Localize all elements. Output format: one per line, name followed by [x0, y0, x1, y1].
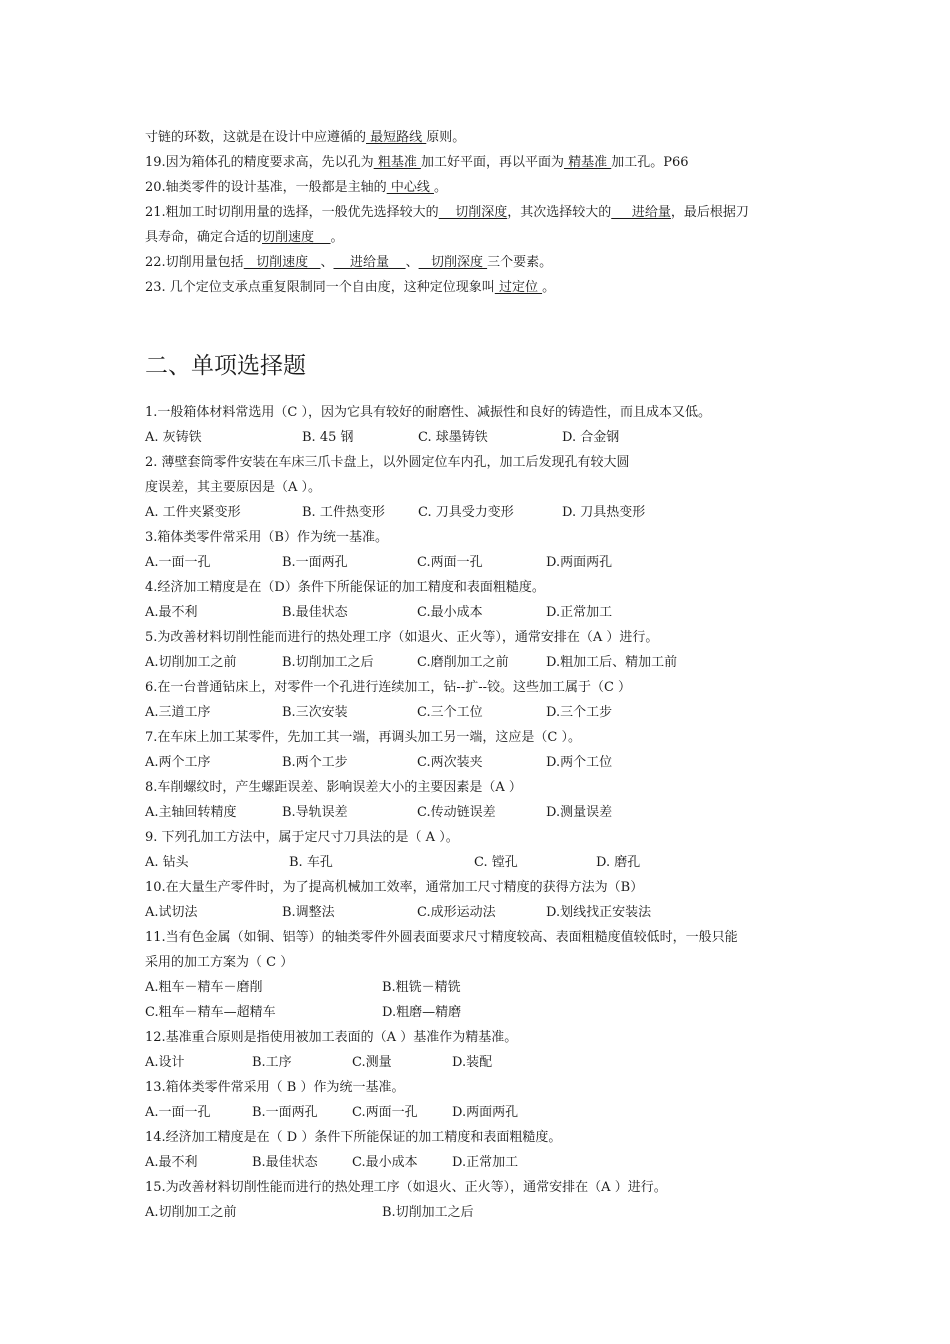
option-a: A.三道工序: [145, 705, 211, 720]
line-text: 23. 几个定位支承点重复限制同一个自由度，这种定位现象叫: [145, 280, 495, 295]
line-text: 加工好平面，再以平面为: [420, 155, 564, 170]
answer-blank: 过定位: [494, 280, 543, 295]
option-d: D.正常加工: [452, 1155, 519, 1170]
option-c: C.三个工位: [417, 705, 483, 720]
fill-line: [145, 179, 447, 197]
options-row: [0, 1154, 800, 1172]
answer-blank: 切削速度: [262, 230, 331, 245]
option-a: A.切削加工之前: [145, 1205, 237, 1220]
options-row: [0, 1054, 800, 1072]
answer-blank: 粗基准: [373, 155, 421, 170]
option-c: C.最小成本: [417, 605, 483, 620]
question-stem: 8.车削螺纹时，产生螺距误差、影响误差大小的主要因素是（A ）: [145, 780, 522, 795]
option-b: B. 车孔: [289, 855, 333, 870]
option-b: B.最佳状态: [282, 605, 348, 620]
options-row: [0, 804, 800, 822]
option-a: A.主轴回转精度: [145, 805, 237, 820]
line-text: 。: [542, 280, 556, 295]
question-stem: 1.一般箱体材料常选用（C ），因为它具有较好的耐磨性、减振性和良好的铸造性，而且成本又低。: [145, 405, 711, 420]
question-stem: 7.在车床上加工某零件，先加工其一端，再调头加工另一端，这应是（C ）。: [145, 730, 581, 745]
line-text: 22.切削用量包括: [145, 255, 244, 270]
fill-line: [145, 204, 749, 222]
option-d: D. 合金钢: [562, 430, 620, 445]
options-row: [0, 1004, 800, 1022]
question-stem: 度误差，其主要原因是（A ）。: [145, 480, 322, 495]
question-stem: 14.经济加工精度是在（ D ）条件下所能保证的加工精度和表面粗糙度。: [145, 1130, 562, 1145]
option-b: B.两个工步: [282, 755, 348, 770]
option-b: B.导轨误差: [282, 805, 348, 820]
fill-line: [145, 129, 465, 147]
line-text: 寸链的环数，这就是在设计中应遵循的: [145, 130, 367, 145]
line-text: 19.因为箱体孔的精度要求高，先以孔为: [145, 155, 374, 170]
option-d: D.两面两孔: [452, 1105, 519, 1120]
answer-blank: 切削深度: [418, 255, 488, 270]
question-stem: 11.当有色金属（如铜、铝等）的轴类零件外圆表面要求尺寸精度较高、表面粗糙度值较低时，一般只能: [145, 930, 738, 945]
line-text: 具寿命，确定合适的: [145, 230, 263, 245]
option-a: A. 灰铸铁: [145, 430, 202, 445]
question-stem: 6.在一台普通钻床上，对零件一个孔进行连续加工，钻--扩--铰。这些加工属于（C ）: [145, 680, 632, 695]
option-c: C.传动链误差: [417, 805, 496, 820]
answer-blank: 进给量: [333, 255, 406, 270]
option-c: C.两面一孔: [417, 555, 483, 570]
option-b: B.一面两孔: [282, 555, 348, 570]
line-text: 加工孔。P66: [611, 155, 689, 170]
answer-blank: 进给量: [611, 205, 671, 220]
option-d: D. 磨孔: [596, 855, 641, 870]
line-text: 21.粗加工时切削用量的选择，一般优先选择较大的: [145, 205, 439, 220]
line-text: 。: [433, 180, 447, 195]
question-stem: 9. 下列孔加工方法中，属于定尺寸刀具法的是（ A ）。: [145, 830, 459, 845]
line-text: ，最后根据刀: [670, 205, 749, 220]
answer-blank: 切削速度: [243, 255, 321, 270]
question-stem: 2. 薄壁套筒零件安装在车床三爪卡盘上，以外圆定位车内孔，加工后发现孔有较大圆: [145, 455, 630, 470]
section-title: 二、单项选择题: [145, 353, 306, 379]
options-row: [0, 704, 800, 722]
option-a: A.粗车－精车－磨削: [145, 980, 263, 995]
fill-line: [145, 279, 555, 297]
option-a: A.两个工序: [145, 755, 211, 770]
answer-blank: 中心线: [386, 180, 434, 195]
option-a: A.一面一孔: [145, 1105, 211, 1120]
option-d: D.两面两孔: [546, 555, 613, 570]
fill-line: [145, 254, 552, 272]
option-d: D.三个工步: [546, 705, 613, 720]
line-text: 、: [320, 255, 334, 270]
options-row: [0, 429, 800, 447]
options-row: [0, 1104, 800, 1122]
line-text: 。: [330, 230, 344, 245]
option-d: D. 刀具热变形: [562, 505, 646, 520]
question-stem: 15.为改善材料切削性能而进行的热处理工序（如退火、正火等），通常安排在（A ）进行。: [145, 1180, 667, 1195]
option-b: B. 工件热变形: [302, 505, 385, 520]
option-c: C.成形运动法: [417, 905, 496, 920]
option-c: C. 镗孔: [474, 855, 518, 870]
answer-blank: 精基准: [563, 155, 612, 170]
question-stem: 10.在大量生产零件时，为了提高机械加工效率，通常加工尺寸精度的获得方法为（B）: [145, 880, 644, 895]
options-row: [0, 604, 800, 622]
options-row: [0, 904, 800, 922]
option-b: B.粗铣－精铣: [382, 980, 461, 995]
line-text: 20.轴类零件的设计基准，一般都是主轴的: [145, 180, 387, 195]
options-row: [0, 979, 800, 997]
option-b: B.一面两孔: [252, 1105, 318, 1120]
options-row: [0, 554, 800, 572]
option-d: D.正常加工: [546, 605, 613, 620]
option-b: B.工序: [252, 1055, 292, 1070]
option-b: B.调整法: [282, 905, 335, 920]
line-text: 三个要素。: [487, 255, 553, 270]
option-b: B.最佳状态: [252, 1155, 318, 1170]
option-b: B. 45 钢: [302, 430, 354, 445]
option-c: C. 刀具受力变形: [418, 505, 514, 520]
question-stem: 4.经济加工精度是在（D）条件下所能保证的加工精度和表面粗糙度。: [145, 580, 545, 595]
option-a: C.粗车－精车—超精车: [145, 1005, 276, 1020]
option-d: D.两个工位: [546, 755, 613, 770]
option-c: C.测量: [352, 1055, 392, 1070]
option-a: A.设计: [145, 1055, 185, 1070]
option-d: D.划线找正安装法: [546, 905, 652, 920]
question-stem: 3.箱体类零件常采用（B）作为统一基准。: [145, 530, 388, 545]
option-c: C.两次装夹: [417, 755, 483, 770]
option-d: D.粗加工后、精加工前: [546, 655, 678, 670]
option-c: C.两面一孔: [352, 1105, 418, 1120]
line-text: 、: [405, 255, 419, 270]
fill-line: [145, 229, 344, 247]
question-stem: 5.为改善材料切削性能而进行的热处理工序（如退火、正火等），通常安排在（A ）进行。: [145, 630, 659, 645]
option-b: B.切削加工之后: [382, 1205, 474, 1220]
options-row: [0, 654, 800, 672]
option-b: B.切削加工之后: [282, 655, 374, 670]
option-a: A.切削加工之前: [145, 655, 237, 670]
option-c: C.磨削加工之前: [417, 655, 509, 670]
fill-line: [145, 154, 689, 172]
line-text: 原则。: [426, 130, 466, 145]
options-row: [0, 504, 800, 522]
options-row: [0, 1204, 800, 1222]
option-c: C.最小成本: [352, 1155, 418, 1170]
option-a: A.一面一孔: [145, 555, 211, 570]
option-b: D.粗磨—精磨: [382, 1005, 462, 1020]
option-a: A. 钻头: [145, 855, 189, 870]
option-a: A. 工件夹紧变形: [145, 505, 241, 520]
option-c: C. 球墨铸铁: [418, 430, 488, 445]
line-text: ，其次选择较大的: [507, 205, 612, 220]
options-row: [0, 754, 800, 772]
question-stem: 采用的加工方案为（ C ）: [145, 955, 294, 970]
answer-blank: 切削深度: [438, 205, 508, 220]
options-row: [0, 854, 800, 872]
option-a: A.最不利: [145, 1155, 198, 1170]
option-b: B.三次安装: [282, 705, 348, 720]
option-d: D.测量误差: [546, 805, 613, 820]
answer-blank: 最短路线: [366, 130, 427, 145]
option-a: A.试切法: [145, 905, 198, 920]
option-d: D.装配: [452, 1055, 493, 1070]
question-stem: 12.基准重合原则是指使用被加工表面的（A ）基准作为精基准。: [145, 1030, 518, 1045]
question-stem: 13.箱体类零件常采用（ B ）作为统一基准。: [145, 1080, 405, 1095]
option-a: A.最不利: [145, 605, 198, 620]
